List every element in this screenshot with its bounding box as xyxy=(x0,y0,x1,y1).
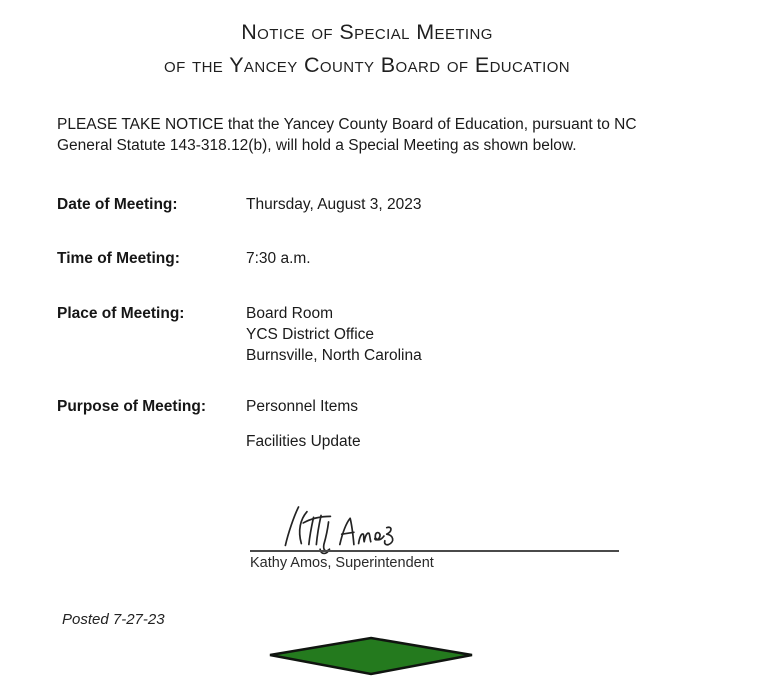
purpose-item-personnel: Personnel Items xyxy=(246,398,358,415)
green-diamond-stamp xyxy=(266,634,476,678)
signature-line xyxy=(250,550,619,552)
date-of-meeting-value: Thursday, August 3, 2023 xyxy=(246,196,422,213)
purpose-of-meeting-label: Purpose of Meeting: xyxy=(57,398,206,415)
date-of-meeting-values xyxy=(246,194,422,215)
document-title xyxy=(57,16,677,82)
signature-script xyxy=(276,503,398,556)
place-line-city: Burnsville, North Carolina xyxy=(246,347,422,364)
purpose-of-meeting-values xyxy=(246,396,361,452)
document-title-line2: of the Yancey County Board of Education xyxy=(164,53,570,77)
date-of-meeting-label: Date of Meeting: xyxy=(57,196,178,213)
place-line-room: Board Room xyxy=(246,305,334,322)
meeting-purpose-row xyxy=(57,396,361,452)
place-of-meeting-values xyxy=(246,303,422,366)
place-line-office: YCS District Office xyxy=(246,326,375,343)
time-of-meeting-label: Time of Meeting: xyxy=(57,250,180,267)
time-of-meeting-values xyxy=(246,248,311,269)
meeting-place-row xyxy=(57,303,422,366)
posted-date-note: Posted 7-27-23 xyxy=(62,611,165,628)
document-title-line1: Notice of Special Meeting xyxy=(241,20,493,44)
meeting-date-row xyxy=(57,194,422,215)
diamond-shape xyxy=(270,638,472,674)
intro-paragraph: PLEASE TAKE NOTICE that the Yancey County Board of Education, pursuant to NC General Statute 143-318.12(b), will hold a Special Meeting as shown below. xyxy=(57,116,637,154)
place-of-meeting-label: Place of Meeting: xyxy=(57,305,185,322)
time-of-meeting-value: 7:30 a.m. xyxy=(246,250,311,267)
meeting-time-row xyxy=(57,248,311,269)
purpose-item-facilities: Facilities Update xyxy=(246,433,361,450)
signer-name-title: Kathy Amos, Superintendent xyxy=(250,555,434,571)
